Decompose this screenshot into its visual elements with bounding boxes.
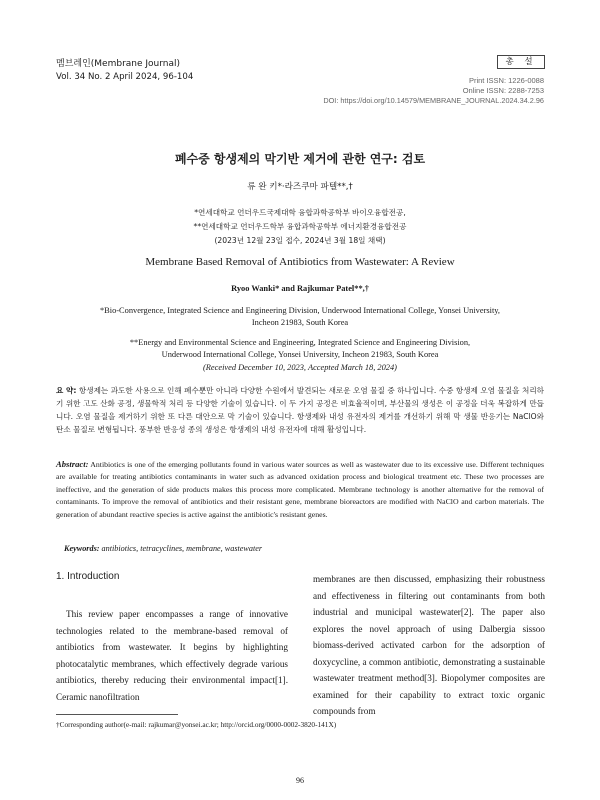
keywords-label: Keywords: [64,544,100,553]
korean-abstract [56,384,544,436]
section-heading-introduction: 1. Introduction [56,571,120,582]
issn-online: Online ISSN: 2288-7253 [462,86,544,95]
body-left-column: This review paper encompasses a range of innovative technologies related to the membrane-based removal of antibiotics from wastewater. It begins by highlighting photocatalytic membranes, which effectively degrade various antibiotics, thereby reducing their environmental impact[1]. Ceramic nanofiltration [56,609,288,702]
english-abstract-text: Antibiotics is one of the emerging pollutants found in various water sources as well as wastewater due to its excessive use. Different techniques are available for treating antibiotics contaminants in water such as advanced oxidation process and biological treatment etc. These two processes are ineffective, and the generation of side products makes this process more complicated. Membrane technology is another alternative for the removal of contaminants. To improve the removal of antibiotics and their resistant gene, membrane bioreactors are modified with NaClO and carbon materials. The generation of abundant reactive species is active against the antibiotic's resistant genes. [56,460,544,519]
korean-dates: (2023년 12월 23일 접수, 2024년 3월 18일 채택) [214,236,386,245]
english-affiliation-1-line1: *Bio-Convergence, Integrated Science and Engineering Division, Underwood International College, Yonsei University, [99,306,501,315]
english-authors: Ryoo Wanki* and Rajkumar Patel**,† [231,284,369,293]
korean-affiliation-2: **연세대학교 언더우드학부 융합과학공학부 에너지환경융합전공 [193,222,407,231]
korean-abstract-text: 항생제는 과도한 사용으로 인해 폐수뿐만 아니라 다양한 수원에서 발견되는 새로운 오염 물질 중 하나입니다. 수중 항생제 오염 물질을 처리하기 위한 고도 산화 공정, 생물학적 처리 등 다양한 기술이 있습니다. 이 두 가지 공정은 비효율적이며, 부산물의 생성은 이 공정을 더욱 복잡하게 만듭니다. 오염 물질을 제거하기 위한 또 다른 대안으로 막 기술이 있습니다. 항생제와 내성 유전자의 제거를 개선하기 위해 막 생물 반응기는 NaClO와 탄소 물질로 변형됩니다. 풍부한 반응성 종의 생성은 항생제의 내성 유전자에 대해 활성입니다. [56,386,544,434]
keywords [64,544,262,553]
article-type-badge: 총 설 [497,55,545,69]
body-right-column: membranes are then discussed, emphasizing their robustness and effectiveness in filtering out contaminants from both industrial and municipal wastewater[2]. The paper also explores the novel approach of using Dalbergia sissoo biomass-derived activated carbon for the adsorption of doxycycline, a common antibiotic, demonstrating a sustainable wastewater treatment method[3]. Biopolymer composites are examined for their capability to extract toxic organic compounds from [313,574,545,716]
korean-abstract-label: 요 약: [56,386,77,395]
footnote-divider [56,714,178,715]
english-abstract-label: Abstract: [56,459,89,469]
journal-name: 멤브레인(Membrane Journal) [56,59,181,69]
keywords-text: antibiotics, tetracyclines, membrane, wastewater [99,544,263,553]
journal-volume: Vol. 34 No. 2 April 2024, 96-104 [56,72,194,82]
english-title: Membrane Based Removal of Antibiotics from Wastewater: A Review [145,256,455,268]
korean-affiliation-1: *연세대학교 언더우드국제대학 융합과학공학부 바이오융합전공, [194,208,406,217]
english-affiliation-2 [0,337,600,361]
received-dates: (Received December 10, 2023, Accepted March 18, 2024) [203,363,397,372]
korean-title: 폐수중 항생제의 막기반 제거에 관한 연구: 검토 [174,152,426,166]
english-affiliation-1-line2: Incheon 21983, South Korea [251,317,349,327]
corresponding-author-footnote: †Corresponding author(e-mail: rajkumar@yonsei.ac.kr; http://orcid.org/0000-0002-3820-141X) [56,720,337,729]
english-affiliation-2-line2: Underwood International College, Yonsei University, Incheon 21983, South Korea [161,349,439,359]
english-abstract [56,458,544,521]
page-number: 96 [296,776,304,785]
english-affiliation-2-line1: **Energy and Environmental Science and Engineering, Integrated Science and Engineering Division, [129,338,471,347]
issn-print: Print ISSN: 1226-0088 [468,76,544,85]
doi[interactable]: DOI: https://doi.org/10.14579/MEMBRANE_JOURNAL.2024.34.2.96 [323,96,544,105]
korean-authors: 류 완 키*·라즈쿠마 파텔**,† [247,182,353,192]
english-affiliation-1 [0,305,600,329]
